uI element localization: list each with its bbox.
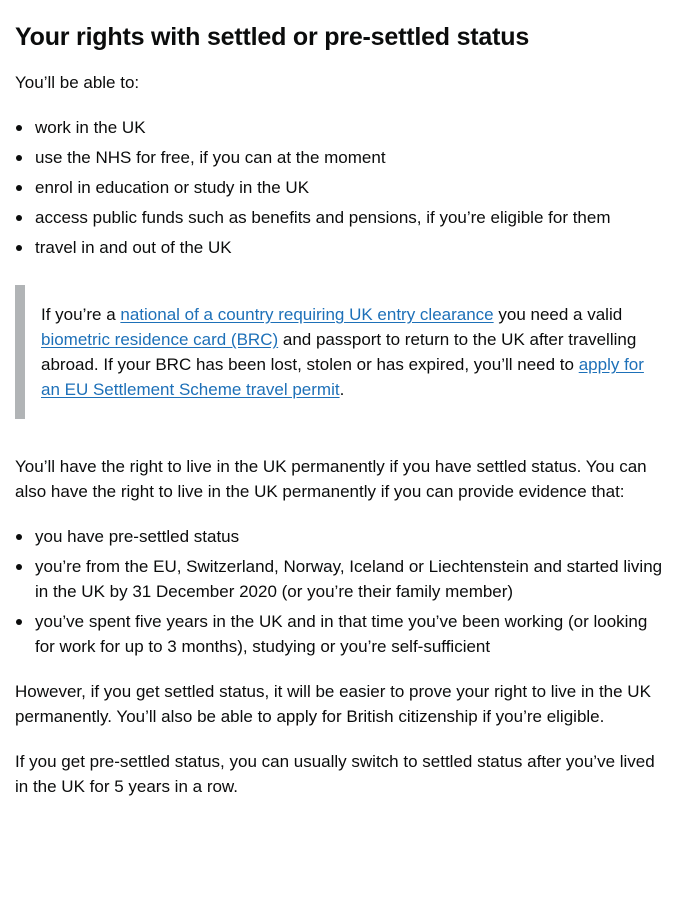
list-item: access public funds such as benefits and pensions, if you’re eligible for them xyxy=(15,205,666,230)
bullet-icon xyxy=(16,619,22,625)
page-title: Your rights with settled or pre-settled status xyxy=(15,23,530,51)
however-paragraph: However, if you get settled status, it will be easier to prove your right to live in the UK permanently. You’ll also be able to apply for British citizenship if you’re eligible. xyxy=(15,682,651,726)
bullet-icon xyxy=(16,185,22,191)
bullet-icon xyxy=(16,125,22,131)
intro-text: You’ll be able to: xyxy=(15,73,140,92)
list-item: enrol in education or study in the UK xyxy=(15,175,666,200)
list-item: you’re from the EU, Switzerland, Norway, Iceland or Liechtenstein and started living in the UK by 31 December 2020 (or you’re their family member) xyxy=(15,554,666,604)
inset-paragraph: If you’re a national of a country requiring UK entry clearance you need a valid biometric residence card (BRC) and passport to return to the UK after travelling abroad. If your BRC has been lost, stolen or has expired, you’ll need to apply for an EU Settlement Scheme travel permit. xyxy=(41,305,644,399)
brc-link[interactable]: biometric residence card (BRC) xyxy=(41,330,279,349)
list-item: use the NHS for free, if you can at the moment xyxy=(15,145,666,170)
bullet-icon xyxy=(16,564,22,570)
evidence-list xyxy=(15,524,666,659)
rights-list xyxy=(15,115,666,260)
bullet-icon xyxy=(16,534,22,540)
permanent-paragraph: You’ll have the right to live in the UK permanently if you have settled status. You can also have the right to live in the UK permanently if you can provide evidence that: xyxy=(15,457,647,501)
list-item: travel in and out of the UK xyxy=(15,235,666,260)
travel-permit-link[interactable]: apply for an EU Settlement Scheme travel permit xyxy=(41,355,644,399)
list-item: you’ve spent five years in the UK and in that time you’ve been working (or looking for work for up to 3 months), studying or you’re self-sufficient xyxy=(15,609,666,659)
presettled-paragraph: If you get pre-settled status, you can usually switch to settled status after you’ve lived in the UK for 5 years in a row. xyxy=(15,752,655,796)
bullet-icon xyxy=(16,245,22,251)
bullet-icon xyxy=(16,155,22,161)
inset-text xyxy=(15,285,666,419)
list-item: work in the UK xyxy=(15,115,666,140)
bullet-icon xyxy=(16,215,22,221)
list-item: you have pre-settled status xyxy=(15,524,666,549)
entry-clearance-link[interactable]: national of a country requiring UK entry clearance xyxy=(120,305,494,324)
